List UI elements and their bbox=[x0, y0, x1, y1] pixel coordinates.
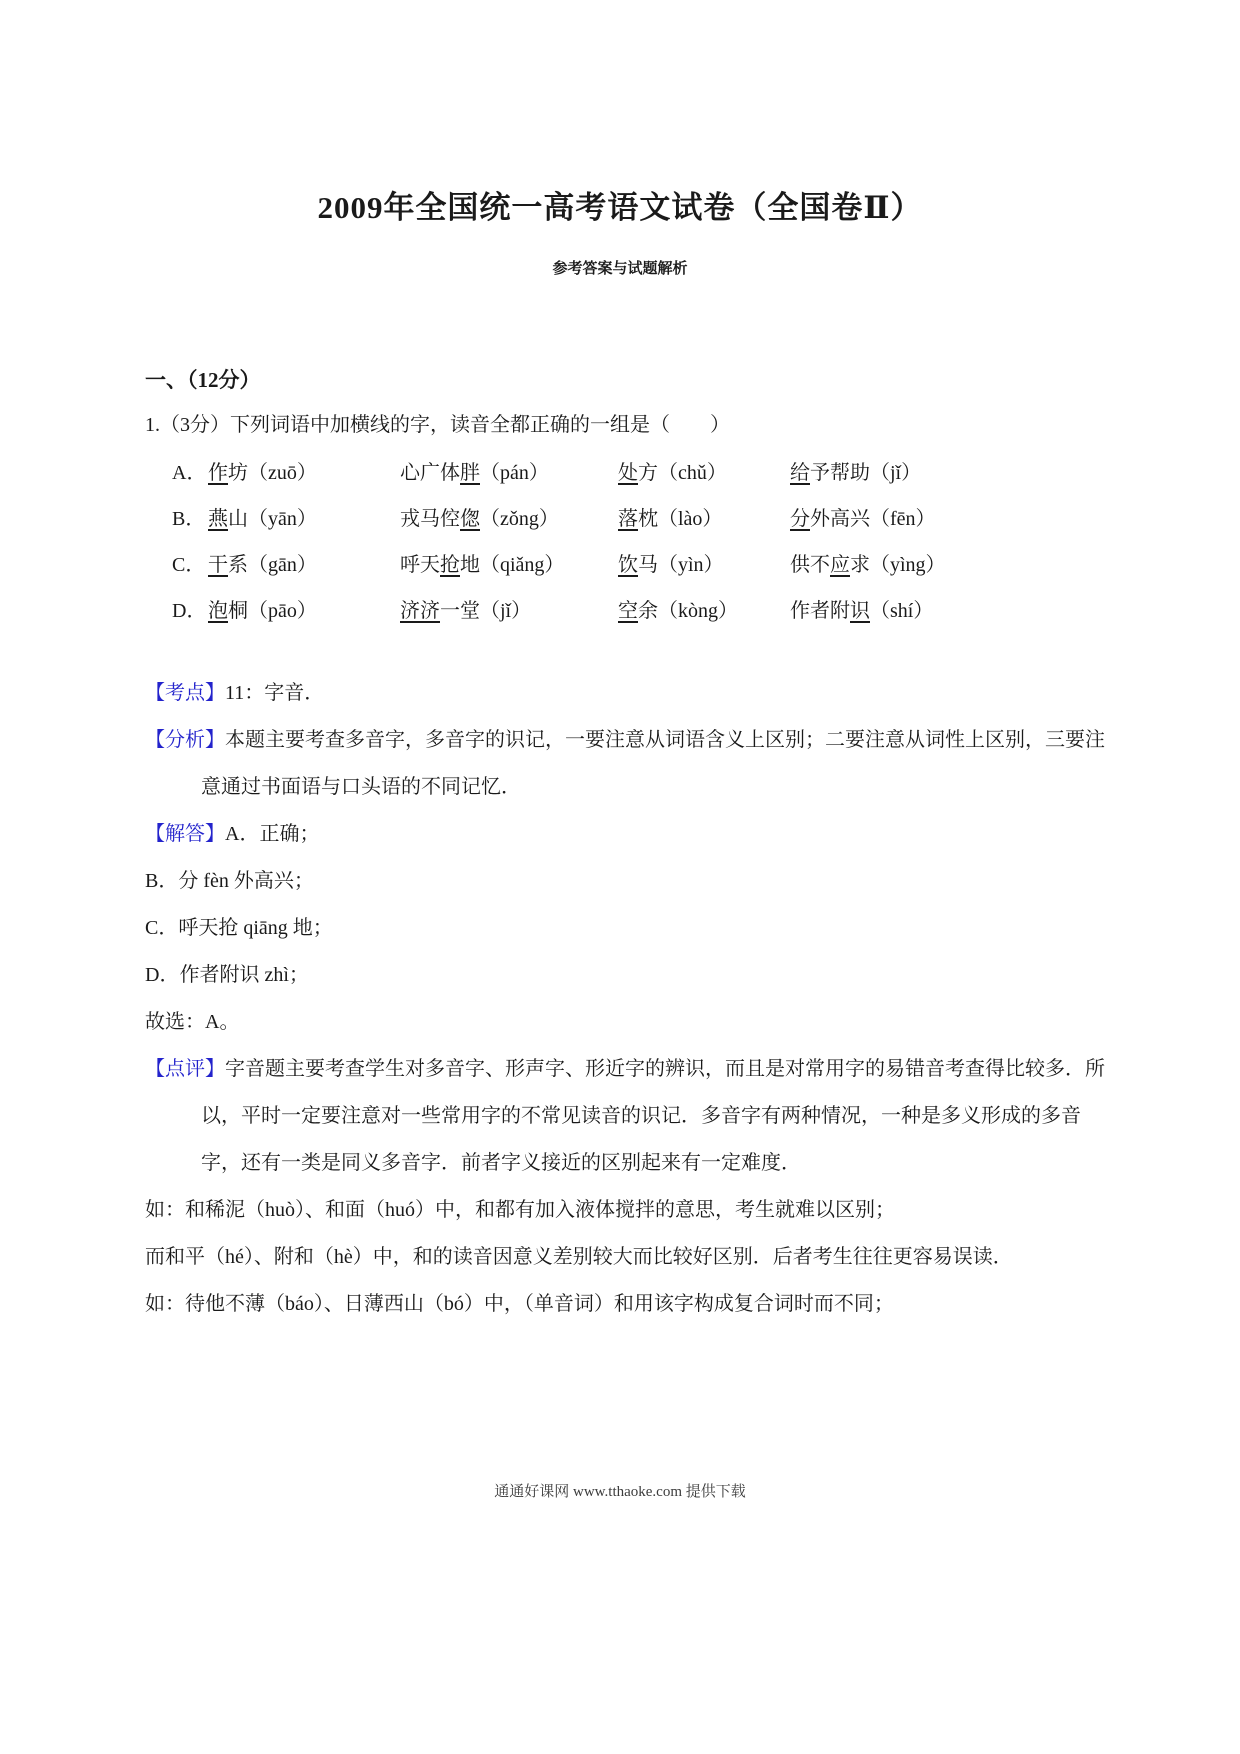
analysis-text: A．正确； bbox=[225, 823, 320, 845]
analysis-tag: 【考点】 bbox=[145, 682, 225, 704]
underlined-char: 给 bbox=[790, 462, 810, 484]
underlined-char: 泡 bbox=[208, 600, 228, 622]
analysis-paragraph bbox=[145, 1234, 1110, 1281]
underlined-char: 分 bbox=[790, 508, 810, 530]
analysis-text: D．作者附识 zhì； bbox=[145, 964, 309, 986]
option-cell: 作者附识（shí） bbox=[790, 600, 934, 622]
option-cell: 心广体胖（pán） bbox=[400, 462, 549, 484]
option-cell: 分外高兴（fēn） bbox=[790, 508, 936, 530]
option-row bbox=[172, 542, 1110, 588]
analysis-text: C．呼天抢 qiāng 地； bbox=[145, 917, 333, 939]
option-label: A． bbox=[172, 462, 207, 484]
option-label: C． bbox=[172, 554, 206, 576]
underlined-char: 济济 bbox=[400, 600, 440, 622]
analysis-text: 如：和稀泥（huò）、和面（huó）中，和都有加入液体搅拌的意思，考生就难以区别； bbox=[145, 1199, 895, 1221]
underlined-char: 抢 bbox=[440, 554, 460, 576]
option-cell: 空余（kòng） bbox=[618, 600, 738, 622]
analysis-paragraph bbox=[145, 1187, 1110, 1234]
option-cell: 作坊（zuō） bbox=[208, 462, 317, 484]
option-cell: 济济一堂（jǐ） bbox=[400, 600, 532, 622]
analysis-paragraph bbox=[145, 1046, 1110, 1187]
analysis-paragraph bbox=[145, 811, 1110, 858]
option-cell: 供不应求（yìng） bbox=[790, 554, 946, 576]
option-row bbox=[172, 588, 1110, 634]
analysis-tag: 【分析】 bbox=[145, 729, 225, 751]
analysis-text: 如：待他不薄（báo）、日薄西山（bó）中，（单音词）和用该字构成复合词时而不同； bbox=[145, 1293, 894, 1315]
option-cell: 给予帮助（jǐ） bbox=[790, 462, 922, 484]
underlined-char: 胖 bbox=[460, 462, 480, 484]
option-cell: 泡桐（pāo） bbox=[208, 600, 317, 622]
underlined-char: 燕 bbox=[208, 508, 228, 530]
option-row bbox=[172, 450, 1110, 496]
underlined-char: 饮 bbox=[618, 554, 638, 576]
underlined-char: 空 bbox=[618, 600, 638, 622]
page-title: 2009年全国统一高考语文试卷（全国卷Ⅱ） bbox=[317, 190, 923, 225]
option-cell: 戎马倥偬（zǒng） bbox=[400, 508, 559, 530]
section-heading: 一、（12分） bbox=[145, 368, 261, 392]
underlined-char: 干 bbox=[208, 554, 228, 576]
analysis-paragraph bbox=[145, 717, 1110, 811]
document-body bbox=[145, 358, 1110, 1328]
option-cell: 饮马（yìn） bbox=[618, 554, 724, 576]
underlined-char: 处 bbox=[618, 462, 638, 484]
option-cell: 落枕（lào） bbox=[618, 508, 723, 530]
question-stem: 1.（3分）下列词语中加横线的字，读音全都正确的一组是（ ） bbox=[145, 414, 730, 436]
options-list bbox=[172, 450, 1110, 634]
underlined-char: 偬 bbox=[460, 508, 480, 530]
footer-note: 通通好课网 www.tthaoke.com 提供下载 bbox=[494, 1484, 746, 1500]
page-subtitle: 参考答案与试题解析 bbox=[552, 261, 688, 277]
analysis-paragraph bbox=[145, 858, 1110, 905]
analysis-text: 字音题主要考查学生对多音字、形声字、形近字的辨识，而且是对常用字的易错音考查得比较多．所以，平时一定要注意对一些常用字的不常见读音的识记．多音字有两种情况，一种是多义形成的多音字，还有一类是同义多音字．前者字义接近的区别起来有一定难度． bbox=[201, 1058, 1105, 1174]
underlined-char: 落 bbox=[618, 508, 638, 530]
analysis-paragraph bbox=[145, 670, 1110, 717]
analysis-paragraph bbox=[145, 1281, 1110, 1328]
analysis-list bbox=[145, 670, 1110, 1328]
analysis-paragraph bbox=[145, 905, 1110, 952]
analysis-text: 11：字音． bbox=[225, 682, 325, 704]
underlined-char: 应 bbox=[830, 554, 850, 576]
option-cell: 处方（chǔ） bbox=[618, 462, 727, 484]
analysis-tag: 【解答】 bbox=[145, 823, 225, 845]
underlined-char: 识 bbox=[850, 600, 870, 622]
option-row bbox=[172, 496, 1110, 542]
underlined-char: 作 bbox=[208, 462, 228, 484]
analysis-paragraph bbox=[145, 952, 1110, 999]
option-cell: 干系（gān） bbox=[208, 554, 317, 576]
option-cell: 呼天抢地（qiǎng） bbox=[400, 554, 565, 576]
analysis-text: 而和平（hé）、附和（hè）中，和的读音因意义差别较大而比较好区别．后者考生往往更容易误读． bbox=[145, 1246, 1013, 1268]
option-label: D． bbox=[172, 600, 207, 622]
analysis-text: 本题主要考查多音字，多音字的识记，一要注意从词语含义上区别；二要注意从词性上区别，三要注意通过书面语与口头语的不同记忆． bbox=[201, 729, 1105, 798]
option-label: B． bbox=[172, 508, 206, 530]
analysis-text: 故选：A。 bbox=[145, 1011, 240, 1033]
option-cell: 燕山（yān） bbox=[208, 508, 317, 530]
analysis-tag: 【点评】 bbox=[145, 1058, 225, 1080]
analysis-text: B．分 fèn 外高兴； bbox=[145, 870, 314, 892]
analysis-paragraph bbox=[145, 999, 1110, 1046]
